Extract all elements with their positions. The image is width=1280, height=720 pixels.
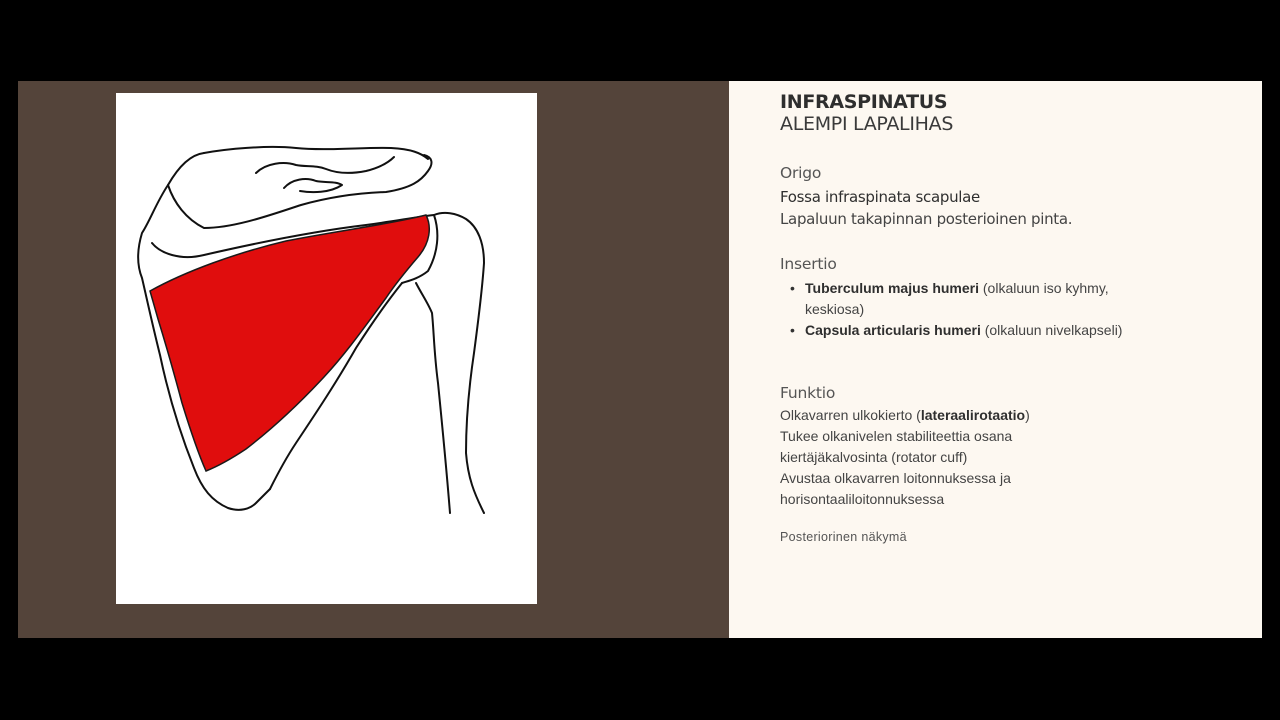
infraspinatus-muscle xyxy=(150,215,429,471)
text-panel xyxy=(729,81,1262,638)
content-column xyxy=(780,91,1220,544)
insertio-item-rest: (olkaluun nivelkapseli) xyxy=(980,322,1123,338)
scapula-drawing xyxy=(116,93,537,604)
humerus-inner-line xyxy=(416,283,450,513)
insertio-item-bold: Tuberculum majus humeri xyxy=(805,280,979,296)
coracoid-inner xyxy=(284,179,342,192)
coracoid-outline xyxy=(256,157,394,173)
insertio-item-bold: Capsula articularis humeri xyxy=(805,322,981,338)
funktio-line-1-post: ) xyxy=(1025,407,1030,423)
insertio-heading: Insertio xyxy=(780,255,837,273)
humerus-outline xyxy=(434,213,484,513)
origo-heading: Origo xyxy=(780,164,822,182)
muscle-title: INFRASPINATUS xyxy=(780,91,948,113)
funktio-line-1-bold: lateraalirotaatio xyxy=(920,407,1026,423)
funktio-lines xyxy=(780,405,1090,510)
funktio-line-1-pre: Olkavarren ulkokierto ( xyxy=(780,407,921,423)
insertio-list xyxy=(780,278,1125,341)
insertio-item xyxy=(780,278,1125,320)
origo-latin: Fossa infraspinata scapulae xyxy=(780,188,980,206)
funktio-line-3: Avustaa olkavarren loitonnuksessa ja horisontaaliloitonnuksessa xyxy=(780,470,1011,507)
muscle-subtitle: ALEMPI LAPALIHAS xyxy=(780,113,954,135)
origo-description: Lapaluun takapinnan posterioinen pinta. xyxy=(780,210,1073,228)
anatomy-illustration xyxy=(116,93,537,604)
slide xyxy=(18,81,1262,638)
insertio-item-rest: (olkaluun iso kyhmy, keskiosa) xyxy=(805,280,1109,317)
view-label: Posteriorinen näkymä xyxy=(780,530,907,544)
funktio-heading: Funktio xyxy=(780,384,836,402)
funktio-line-2: Tukee olkanivelen stabiliteettia osana kiertäjäkalvosinta (rotator cuff) xyxy=(780,428,1013,465)
insertio-item xyxy=(780,320,1125,341)
funktio-line-1 xyxy=(780,405,1090,426)
